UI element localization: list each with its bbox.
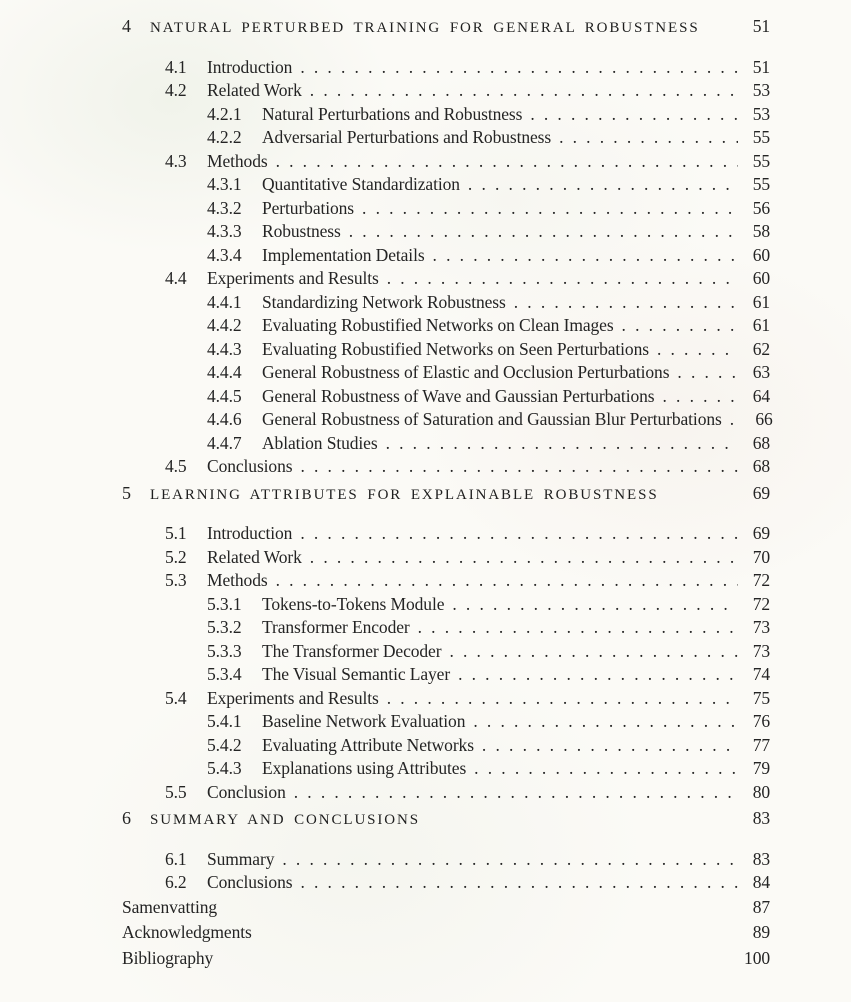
toc-entry xyxy=(122,848,770,872)
entry-page: 60 xyxy=(752,244,770,265)
toc-entry xyxy=(122,757,770,781)
entry-title: Experiments and Results xyxy=(207,687,379,708)
entry-title: Evaluating Attribute Networks xyxy=(262,734,474,755)
dot-leader xyxy=(292,522,738,546)
entry-number: 5.3 xyxy=(165,570,187,590)
toc-entry xyxy=(122,267,770,291)
entry-title: Ablation Studies xyxy=(262,432,378,453)
entry-number: 5.1 xyxy=(165,523,187,543)
chapter-page: 69 xyxy=(752,482,770,503)
chapter-title: LEARNING ATTRIBUTES FOR EXPLAINABLE ROBUSTNESS xyxy=(150,486,659,503)
entry-page: 68 xyxy=(752,456,770,476)
backmatter-page: 87 xyxy=(752,896,770,917)
dot-leader xyxy=(341,220,738,244)
toc-entry xyxy=(122,103,770,127)
toc-entry xyxy=(122,338,770,362)
entry-page: 84 xyxy=(752,872,770,892)
chapter-title: SUMMARY AND CONCLUSIONS xyxy=(150,812,421,828)
entry-title: General Robustness of Wave and Gaussian Perturbations xyxy=(262,385,655,406)
toc-entry xyxy=(122,173,770,197)
entry-title: Tokens-to-Tokens Module xyxy=(262,593,445,614)
entry-page: 55 xyxy=(752,150,770,171)
dot-leader xyxy=(654,385,738,409)
dot-leader xyxy=(722,408,741,432)
entry-page: 72 xyxy=(752,593,770,614)
entry-number: 4.3.4 xyxy=(207,244,242,265)
entry-title: Conclusion xyxy=(207,781,286,802)
entry-number: 4.3.1 xyxy=(207,174,242,194)
toc-entry xyxy=(122,432,770,456)
entry-number: 4.2.1 xyxy=(207,103,242,124)
toc-entry xyxy=(122,79,770,103)
entry-page: 61 xyxy=(752,291,770,312)
toc-entry xyxy=(122,126,770,150)
entry-number: 5.3.2 xyxy=(207,617,242,637)
toc-entry xyxy=(122,522,770,546)
toc-entry xyxy=(122,314,770,338)
toc-entry xyxy=(122,197,770,221)
backmatter-title: Acknowledgments xyxy=(122,922,252,942)
dot-leader xyxy=(669,361,738,385)
entry-number: 4.4.6 xyxy=(207,409,242,429)
entry-page: 83 xyxy=(752,848,770,869)
chapter-title: NATURAL PERTURBED TRAINING FOR GENERAL ROBUSTNESS xyxy=(150,20,700,36)
dot-leader xyxy=(378,432,738,456)
entry-title: Methods xyxy=(207,150,268,171)
entry-number: 4.4.2 xyxy=(207,315,242,335)
entry-page: 70 xyxy=(752,546,770,567)
entry-title: General Robustness of Elastic and Occlusion Perturbations xyxy=(262,362,670,382)
entry-page: 80 xyxy=(752,781,770,802)
dot-leader xyxy=(292,56,738,80)
entry-number: 5.4.1 xyxy=(207,711,242,731)
toc-entry xyxy=(122,455,770,479)
entry-page: 62 xyxy=(752,338,770,359)
entry-page: 75 xyxy=(752,687,770,708)
chapter-page: 83 xyxy=(752,808,770,828)
entry-title: Related Work xyxy=(207,546,302,567)
dot-leader xyxy=(268,150,738,174)
dot-leader xyxy=(649,338,738,362)
toc-entry xyxy=(122,687,770,711)
dot-leader xyxy=(292,455,738,479)
toc-entry xyxy=(122,734,770,758)
entry-title: Robustness xyxy=(262,221,341,241)
entry-title: Summary xyxy=(207,848,275,869)
backmatter-entry xyxy=(122,946,770,972)
entry-number: 4.4.5 xyxy=(207,385,242,406)
dot-leader xyxy=(466,757,738,781)
entry-number: 5.3.4 xyxy=(207,664,242,684)
entry-title: Introduction xyxy=(207,56,293,77)
chapter-page: 51 xyxy=(752,16,770,36)
entry-number: 4.4.3 xyxy=(207,338,242,359)
entry-page: 60 xyxy=(752,268,770,288)
entry-number: 4.2.2 xyxy=(207,127,242,147)
toc-entry xyxy=(122,244,770,268)
toc-entry xyxy=(122,593,770,617)
entry-number: 5.2 xyxy=(165,546,187,567)
entry-number: 4.3.3 xyxy=(207,221,242,241)
entry-page: 79 xyxy=(752,758,770,778)
entry-title: The Transformer Decoder xyxy=(262,640,442,661)
backmatter-page: 100 xyxy=(744,947,770,968)
toc-entry xyxy=(122,871,770,895)
dot-leader xyxy=(614,314,738,338)
toc-entry xyxy=(122,569,770,593)
entry-page: 55 xyxy=(752,127,770,147)
chapter-heading xyxy=(122,481,770,507)
dot-leader xyxy=(379,687,738,711)
backmatter-title: Samenvatting xyxy=(122,896,218,917)
entry-title: Implementation Details xyxy=(262,244,425,265)
entry-title: The Visual Semantic Layer xyxy=(262,664,451,684)
dot-leader xyxy=(286,781,738,805)
entry-number: 4.4.7 xyxy=(207,432,242,453)
dot-leader xyxy=(302,79,738,103)
entry-number: 6.1 xyxy=(165,848,187,869)
dot-leader xyxy=(465,710,738,734)
entry-page: 66 xyxy=(755,409,773,429)
entry-page: 55 xyxy=(752,174,770,194)
entry-title: Standardizing Network Robustness xyxy=(262,291,506,312)
toc-entry xyxy=(122,220,770,244)
entry-page: 69 xyxy=(752,523,770,543)
dot-leader xyxy=(292,871,738,895)
entry-page: 68 xyxy=(752,432,770,453)
entry-page: 63 xyxy=(752,362,770,382)
entry-number: 4.3.2 xyxy=(207,197,242,218)
dot-leader xyxy=(522,103,738,127)
entry-title: Conclusions xyxy=(207,456,293,476)
toc-entry xyxy=(122,291,770,315)
entry-number: 6.2 xyxy=(165,872,187,892)
entry-number: 5.3.1 xyxy=(207,593,242,614)
entry-number: 4.2 xyxy=(165,80,187,100)
backmatter-page: 89 xyxy=(752,922,770,942)
entry-title: Quantitative Standardization xyxy=(262,174,460,194)
entry-title: Evaluating Robustified Networks on Clean Images xyxy=(262,315,614,335)
toc-entry xyxy=(122,663,770,687)
entry-page: 56 xyxy=(752,197,770,218)
entry-page: 72 xyxy=(752,570,770,590)
entry-title: Explanations using Attributes xyxy=(262,758,467,778)
entry-number: 4.4.4 xyxy=(207,362,242,382)
chapter-number: 5 xyxy=(122,482,131,503)
entry-title: Conclusions xyxy=(207,872,293,892)
toc-entry xyxy=(122,546,770,570)
entry-page: 76 xyxy=(752,711,770,731)
entry-number: 5.4 xyxy=(165,687,187,708)
entry-number: 5.4.2 xyxy=(207,734,242,755)
entry-number: 5.5 xyxy=(165,781,187,802)
entry-title: Transformer Encoder xyxy=(262,617,410,637)
entry-page: 53 xyxy=(752,80,770,100)
entry-title: Baseline Network Evaluation xyxy=(262,711,466,731)
chapter-heading xyxy=(122,14,770,40)
dot-leader xyxy=(450,663,738,687)
dot-leader xyxy=(274,848,738,872)
chapter-number: 4 xyxy=(122,16,131,36)
entry-title: Perturbations xyxy=(262,197,355,218)
toc-entry xyxy=(122,781,770,805)
toc-entry xyxy=(122,616,770,640)
entry-number: 4.4 xyxy=(165,268,187,288)
entry-page: 61 xyxy=(752,315,770,335)
toc-entry xyxy=(122,408,773,432)
dot-leader xyxy=(460,173,738,197)
toc-entry xyxy=(122,150,770,174)
entry-title: General Robustness of Saturation and Gaussian Blur Perturbations xyxy=(262,409,722,429)
backmatter-entry xyxy=(122,920,770,946)
dot-leader xyxy=(425,244,738,268)
entry-page: 74 xyxy=(752,664,770,684)
entry-title: Related Work xyxy=(207,80,302,100)
entry-title: Experiments and Results xyxy=(207,268,379,288)
entry-page: 73 xyxy=(752,617,770,637)
dot-leader xyxy=(441,640,738,664)
dot-leader xyxy=(302,546,738,570)
entry-title: Evaluating Robustified Networks on Seen Perturbations xyxy=(262,338,649,359)
dot-leader xyxy=(379,267,738,291)
entry-title: Methods xyxy=(207,570,268,590)
chapter-heading xyxy=(122,806,770,832)
backmatter-title: Bibliography xyxy=(122,947,214,968)
entry-number: 4.4.1 xyxy=(207,291,242,312)
entry-page: 58 xyxy=(752,221,770,241)
entry-title: Adversarial Perturbations and Robustness xyxy=(262,127,552,147)
dot-leader xyxy=(551,126,738,150)
dot-leader xyxy=(506,291,738,315)
entry-page: 64 xyxy=(752,385,770,406)
entry-page: 73 xyxy=(752,640,770,661)
toc-entry xyxy=(122,56,770,80)
dot-leader xyxy=(354,197,738,221)
entry-page: 53 xyxy=(752,103,770,124)
toc-entry xyxy=(122,640,770,664)
entry-number: 5.4.3 xyxy=(207,758,242,778)
chapter-number: 6 xyxy=(122,808,131,828)
dot-leader xyxy=(474,734,738,758)
entry-number: 4.5 xyxy=(165,456,187,476)
entry-title: Introduction xyxy=(207,523,293,543)
dot-leader xyxy=(444,593,738,617)
entry-number: 4.1 xyxy=(165,56,187,77)
toc-entry xyxy=(122,385,770,409)
dot-leader xyxy=(268,569,738,593)
entry-title: Natural Perturbations and Robustness xyxy=(262,103,523,124)
entry-page: 77 xyxy=(752,734,770,755)
toc-entry xyxy=(122,710,770,734)
toc-entry xyxy=(122,361,770,385)
backmatter-entry xyxy=(122,895,770,921)
dot-leader xyxy=(410,616,738,640)
toc xyxy=(122,12,773,971)
entry-page: 51 xyxy=(752,56,770,77)
entry-number: 4.3 xyxy=(165,150,187,171)
entry-number: 5.3.3 xyxy=(207,640,242,661)
